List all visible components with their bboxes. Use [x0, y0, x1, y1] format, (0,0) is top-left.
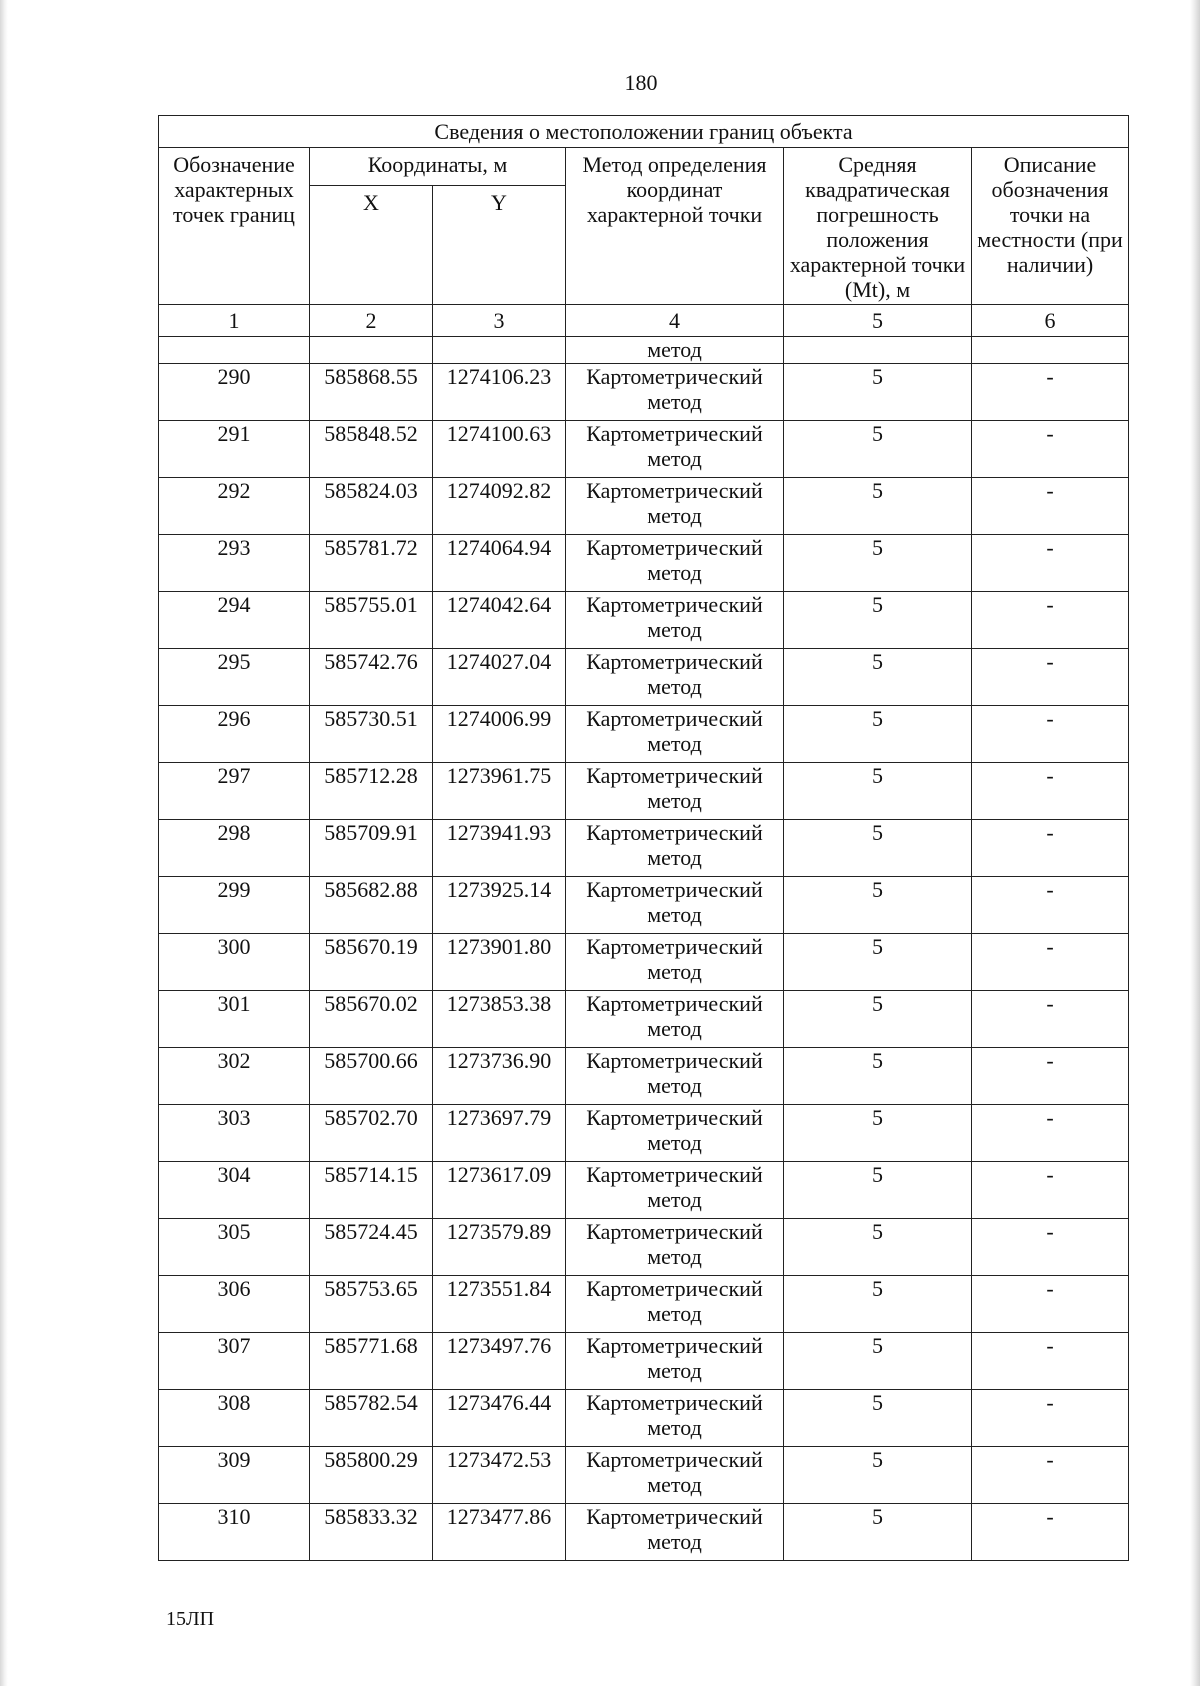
cell-x: 585824.03 — [310, 478, 433, 535]
cell-point: 294 — [159, 592, 310, 649]
table-title: Сведения о местоположении границ объекта — [159, 116, 1129, 148]
cell-error: 5 — [784, 1504, 972, 1561]
cell-error: 5 — [784, 1276, 972, 1333]
cell-error: 5 — [784, 1447, 972, 1504]
cell-description: - — [972, 1504, 1129, 1561]
cell-x: 585730.51 — [310, 706, 433, 763]
cell-description: - — [972, 364, 1129, 421]
table-row — [159, 421, 1129, 478]
cell-description: - — [972, 1162, 1129, 1219]
cell-method: Картометрический метод — [566, 535, 784, 592]
cell-point: 300 — [159, 934, 310, 991]
cell-error: 5 — [784, 934, 972, 991]
cell-x: 585755.01 — [310, 592, 433, 649]
cell-x: 585714.15 — [310, 1162, 433, 1219]
cell-point: 306 — [159, 1276, 310, 1333]
cell-y: 1273617.09 — [433, 1162, 566, 1219]
cell-y: 1274006.99 — [433, 706, 566, 763]
cell-error: 5 — [784, 421, 972, 478]
cell-y: 1274106.23 — [433, 364, 566, 421]
header-error: Средняя квадратическая погрешность положения характерной точки (Mt), м — [784, 148, 972, 305]
column-number: 1 — [159, 305, 310, 337]
cell-error: 5 — [784, 1048, 972, 1105]
cell-method: Картометрический метод — [566, 1390, 784, 1447]
cell-y: 1274064.94 — [433, 535, 566, 592]
cell-description: - — [972, 1447, 1129, 1504]
cell-x: 585771.68 — [310, 1333, 433, 1390]
cell-error: 5 — [784, 478, 972, 535]
table-row — [159, 763, 1129, 820]
table-row — [159, 478, 1129, 535]
cell-method: Картометрический метод — [566, 934, 784, 991]
cell-point: 291 — [159, 421, 310, 478]
table-row — [159, 1219, 1129, 1276]
footer-mark: 15ЛП — [166, 1608, 215, 1630]
cell-x: 585753.65 — [310, 1276, 433, 1333]
cell-description: - — [972, 763, 1129, 820]
cell-y: 1273579.89 — [433, 1219, 566, 1276]
cell-x: 585702.70 — [310, 1105, 433, 1162]
cell-error: 5 — [784, 592, 972, 649]
cell-description: - — [972, 991, 1129, 1048]
cell-description: - — [972, 1105, 1129, 1162]
cell-method: Картометрический метод — [566, 991, 784, 1048]
cell-point: 303 — [159, 1105, 310, 1162]
cell-point: 297 — [159, 763, 310, 820]
header-x: X — [310, 186, 433, 305]
cell-y: 1273472.53 — [433, 1447, 566, 1504]
cell-point: 304 — [159, 1162, 310, 1219]
cell-y: 1273853.38 — [433, 991, 566, 1048]
table-row — [159, 1390, 1129, 1447]
cell-point: 309 — [159, 1447, 310, 1504]
cell-error: 5 — [784, 991, 972, 1048]
table-row — [159, 1162, 1129, 1219]
table-row — [159, 1105, 1129, 1162]
cell-x: 585712.28 — [310, 763, 433, 820]
cell-method: Картометрический метод — [566, 1276, 784, 1333]
cell-description: - — [972, 877, 1129, 934]
table-row — [159, 991, 1129, 1048]
cell-error: 5 — [784, 1333, 972, 1390]
cell-point: 298 — [159, 820, 310, 877]
cell-error: 5 — [784, 820, 972, 877]
cell-method: Картометрический метод — [566, 1504, 784, 1561]
cell-x: 585700.66 — [310, 1048, 433, 1105]
cell-method: Картометрический метод — [566, 1333, 784, 1390]
table-row — [159, 934, 1129, 991]
cell-point: 310 — [159, 1504, 310, 1561]
cell-error: 5 — [784, 1390, 972, 1447]
cell-error: 5 — [784, 706, 972, 763]
cell-y: 1273697.79 — [433, 1105, 566, 1162]
cell-y: 1274042.64 — [433, 592, 566, 649]
cell-x: 585800.29 — [310, 1447, 433, 1504]
cell-description: - — [972, 1333, 1129, 1390]
cell-y: 1273551.84 — [433, 1276, 566, 1333]
table-row — [159, 1048, 1129, 1105]
cell-error: 5 — [784, 1162, 972, 1219]
table-row — [159, 1447, 1129, 1504]
cell-y: 1274092.82 — [433, 478, 566, 535]
cell-y: 1273476.44 — [433, 1390, 566, 1447]
cell-method: Картометрический метод — [566, 1219, 784, 1276]
continuation-row — [159, 337, 1129, 364]
cell-x: 585670.19 — [310, 934, 433, 991]
cell-description: - — [972, 820, 1129, 877]
cell-point: 296 — [159, 706, 310, 763]
cell-point: 290 — [159, 364, 310, 421]
cell-description: - — [972, 1048, 1129, 1105]
cell-description: - — [972, 649, 1129, 706]
header-description: Описание обозначения точки на местности (при наличии) — [972, 148, 1129, 305]
cell-error: 5 — [784, 535, 972, 592]
table-row — [159, 649, 1129, 706]
cell-description: - — [972, 535, 1129, 592]
header-method: Метод определения координат характерной точки — [566, 148, 784, 305]
column-number: 5 — [784, 305, 972, 337]
table-row — [159, 364, 1129, 421]
cell-point: 295 — [159, 649, 310, 706]
page-number: 180 — [624, 70, 658, 95]
table-row — [159, 820, 1129, 877]
cell-x: 585742.76 — [310, 649, 433, 706]
table-row — [159, 1276, 1129, 1333]
cell-error: 5 — [784, 649, 972, 706]
cell-error: 5 — [784, 763, 972, 820]
cell-error: 5 — [784, 1105, 972, 1162]
column-number: 3 — [433, 305, 566, 337]
cell-method: Картометрический метод — [566, 1162, 784, 1219]
cell-point: 302 — [159, 1048, 310, 1105]
cell-method: Картометрический метод — [566, 592, 784, 649]
cell-description: - — [972, 478, 1129, 535]
cell-point: 292 — [159, 478, 310, 535]
cell-x: 585709.91 — [310, 820, 433, 877]
header-designation: Обозначение характерных точек границ — [159, 148, 310, 305]
cell-point: 307 — [159, 1333, 310, 1390]
cell-method: Картометрический метод — [566, 478, 784, 535]
cell-x: 585781.72 — [310, 535, 433, 592]
cell-method: Картометрический метод — [566, 877, 784, 934]
table-row — [159, 592, 1129, 649]
cell-error: 5 — [784, 877, 972, 934]
scan-edge-right — [1190, 0, 1200, 1686]
cell-point: 293 — [159, 535, 310, 592]
cell-x: 585782.54 — [310, 1390, 433, 1447]
table-row — [159, 877, 1129, 934]
cell-description: - — [972, 934, 1129, 991]
cell-y: 1273736.90 — [433, 1048, 566, 1105]
cell-method: Картометрический метод — [566, 1105, 784, 1162]
table-row — [159, 535, 1129, 592]
column-number: 6 — [972, 305, 1129, 337]
continuation-method: метод — [566, 337, 784, 364]
cell-point: 308 — [159, 1390, 310, 1447]
cell-error: 5 — [784, 1219, 972, 1276]
cell-method: Картометрический метод — [566, 649, 784, 706]
cell-method: Картометрический метод — [566, 706, 784, 763]
cell-x: 585868.55 — [310, 364, 433, 421]
cell-method: Картометрический метод — [566, 421, 784, 478]
cell-y: 1273941.93 — [433, 820, 566, 877]
column-number: 2 — [310, 305, 433, 337]
cell-y: 1273901.80 — [433, 934, 566, 991]
column-number: 4 — [566, 305, 784, 337]
cell-y: 1273925.14 — [433, 877, 566, 934]
cell-method: Картометрический метод — [566, 820, 784, 877]
cell-method: Картометрический метод — [566, 763, 784, 820]
cell-point: 301 — [159, 991, 310, 1048]
table-row — [159, 1504, 1129, 1561]
table-row — [159, 1333, 1129, 1390]
cell-description: - — [972, 706, 1129, 763]
table-row — [159, 706, 1129, 763]
cell-description: - — [972, 1390, 1129, 1447]
scan-edge-left — [0, 0, 8, 1686]
cell-description: - — [972, 1276, 1129, 1333]
cell-method: Картометрический метод — [566, 1048, 784, 1105]
cell-description: - — [972, 421, 1129, 478]
cell-point: 299 — [159, 877, 310, 934]
cell-x: 585682.88 — [310, 877, 433, 934]
cell-x: 585848.52 — [310, 421, 433, 478]
cell-y: 1273497.76 — [433, 1333, 566, 1390]
cell-description: - — [972, 592, 1129, 649]
cell-error: 5 — [784, 364, 972, 421]
cell-point: 305 — [159, 1219, 310, 1276]
cell-y: 1273961.75 — [433, 763, 566, 820]
cell-x: 585670.02 — [310, 991, 433, 1048]
cell-y: 1274100.63 — [433, 421, 566, 478]
cell-method: Картометрический метод — [566, 1447, 784, 1504]
cell-x: 585724.45 — [310, 1219, 433, 1276]
boundary-table — [158, 115, 1129, 1561]
cell-description: - — [972, 1219, 1129, 1276]
cell-x: 585833.32 — [310, 1504, 433, 1561]
cell-method: Картометрический метод — [566, 364, 784, 421]
header-y: Y — [433, 186, 566, 305]
cell-y: 1274027.04 — [433, 649, 566, 706]
header-coordinates: Координаты, м — [310, 148, 566, 186]
table-body — [159, 364, 1129, 1561]
cell-y: 1273477.86 — [433, 1504, 566, 1561]
